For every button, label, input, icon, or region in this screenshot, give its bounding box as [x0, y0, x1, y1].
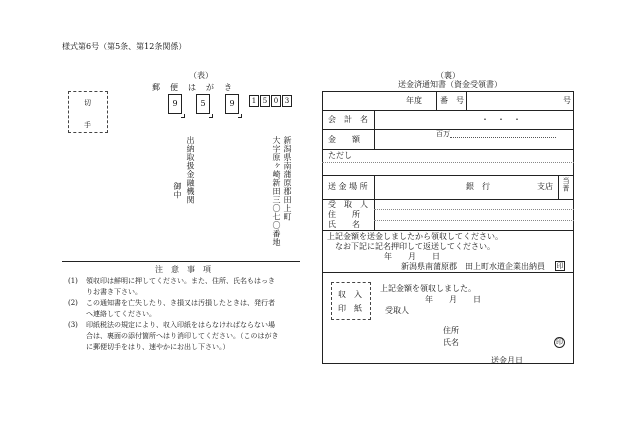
million-label: 百万 [436, 130, 450, 138]
receiver-label: 受取人 [385, 306, 409, 315]
row-line [322, 110, 574, 111]
message-line1: 上記金額を送金しましたから領収してください。 [327, 232, 503, 241]
payee-label: 受 取 人 [328, 200, 368, 209]
receipt-message: 上記金額を領収しました。 [380, 284, 476, 293]
col-line [558, 175, 559, 199]
payee-dotted-line [374, 209, 574, 210]
proviso-label: ただし [328, 151, 352, 160]
zip-digit: 5 [260, 95, 270, 107]
col-line [374, 175, 375, 230]
note-text: へ連絡してください。 [86, 310, 156, 318]
recipient-name: 出納取扱金融機関 [186, 136, 195, 204]
postcard-title: 郵 便 は が き [152, 83, 233, 92]
receiver-address-label: 住所 [443, 326, 459, 335]
revenue-stamp-label2: 印 紙 [338, 304, 362, 313]
branch-label: 支店 [537, 182, 553, 191]
proviso-dotted-line [322, 162, 574, 163]
seal-mark: 印 [556, 338, 563, 346]
col-line [436, 91, 437, 110]
back-heading: （裏） [436, 71, 460, 80]
zip-digit: 3 [282, 95, 292, 107]
zip-digit: 1 [249, 95, 259, 107]
row-line [322, 272, 574, 273]
amount-dotted-line [450, 137, 556, 138]
col-line [466, 91, 467, 110]
note-text: 印紙税法の規定により、収入印紙をはらなければならない場 [86, 321, 275, 329]
zip-digit: 9 [225, 94, 239, 114]
stamp-area [68, 91, 108, 133]
front-heading: （表） [189, 71, 213, 80]
issuer-seal: 印 [556, 262, 564, 270]
remit-place-label: 送 金 場 所 [328, 182, 368, 191]
receiver-name-label: 氏名 [443, 338, 459, 347]
notes-title: 注 意 事 項 [155, 265, 211, 274]
row-line [322, 175, 574, 176]
payee-address-label: 住 所 [328, 210, 360, 219]
account-type: 当普 [562, 177, 570, 192]
note-text: 合は、裏面の添付箇所へはり消印してください。（このはがき [86, 332, 279, 340]
account-label: 会 計 名 [328, 115, 368, 124]
year-label: 年度 [406, 96, 422, 105]
issuer-name: 新潟県南蒲原郡 田上町水道企業出納員 [401, 262, 545, 271]
zip-box-hook [181, 114, 185, 118]
zip-digit: 9 [168, 94, 182, 114]
account-dots: ・ ・ ・ [481, 115, 521, 124]
remit-date-label: 送金月日 [491, 356, 523, 365]
recipient-honorific: 御中 [173, 182, 182, 199]
address-line1: 新潟県南蒲原郡田上町 [283, 136, 292, 221]
stamp-label-top: 切 [84, 99, 91, 107]
row-line [322, 149, 574, 150]
number-label: 番 号 [440, 96, 464, 105]
col-line [374, 110, 375, 149]
revenue-stamp-area [331, 282, 371, 320]
revenue-stamp-label1: 収 入 [338, 290, 362, 299]
zip-box-hook [209, 114, 213, 118]
zip-digit: 5 [196, 94, 210, 114]
note-text: りお書き下さい。 [86, 288, 142, 296]
note-text: 領収印は鮮明に押してください。また、住所、氏名もはっき [86, 277, 275, 285]
note-text: この通知書を亡失したり、き損又は汚損したときは、発行者 [86, 299, 275, 307]
note-number: (1) [68, 277, 78, 285]
zip-digit: 0 [271, 95, 281, 107]
back-title: 送金済通知書（資金受領書） [398, 80, 502, 89]
note-number: (2) [68, 299, 78, 307]
bank-label: 銀 行 [466, 182, 490, 191]
payee-name-label: 氏 名 [328, 220, 360, 229]
payee-dotted-line [374, 220, 574, 221]
note-number: (3) [68, 321, 78, 329]
form-number: 様式第6号（第5条、第12条関係） [62, 42, 187, 51]
message-date: 年 月 日 [384, 252, 440, 261]
receipt-date: 年 月 日 [425, 295, 481, 304]
amount-label: 金 額 [328, 135, 360, 144]
go-label: 号 [563, 96, 571, 105]
stamp-label-bottom: 手 [84, 121, 91, 129]
notes-divider [62, 261, 300, 262]
zip-box-hook [238, 114, 242, 118]
note-text: に郵便切手をはり、速やかにお出し下さい。） [86, 343, 230, 351]
row-line [322, 230, 574, 231]
message-line2: なお下記に記名押印して返送してください。 [335, 242, 495, 251]
address-line2: 大字原ヶ崎新田三〇七〇番地 [272, 136, 281, 247]
